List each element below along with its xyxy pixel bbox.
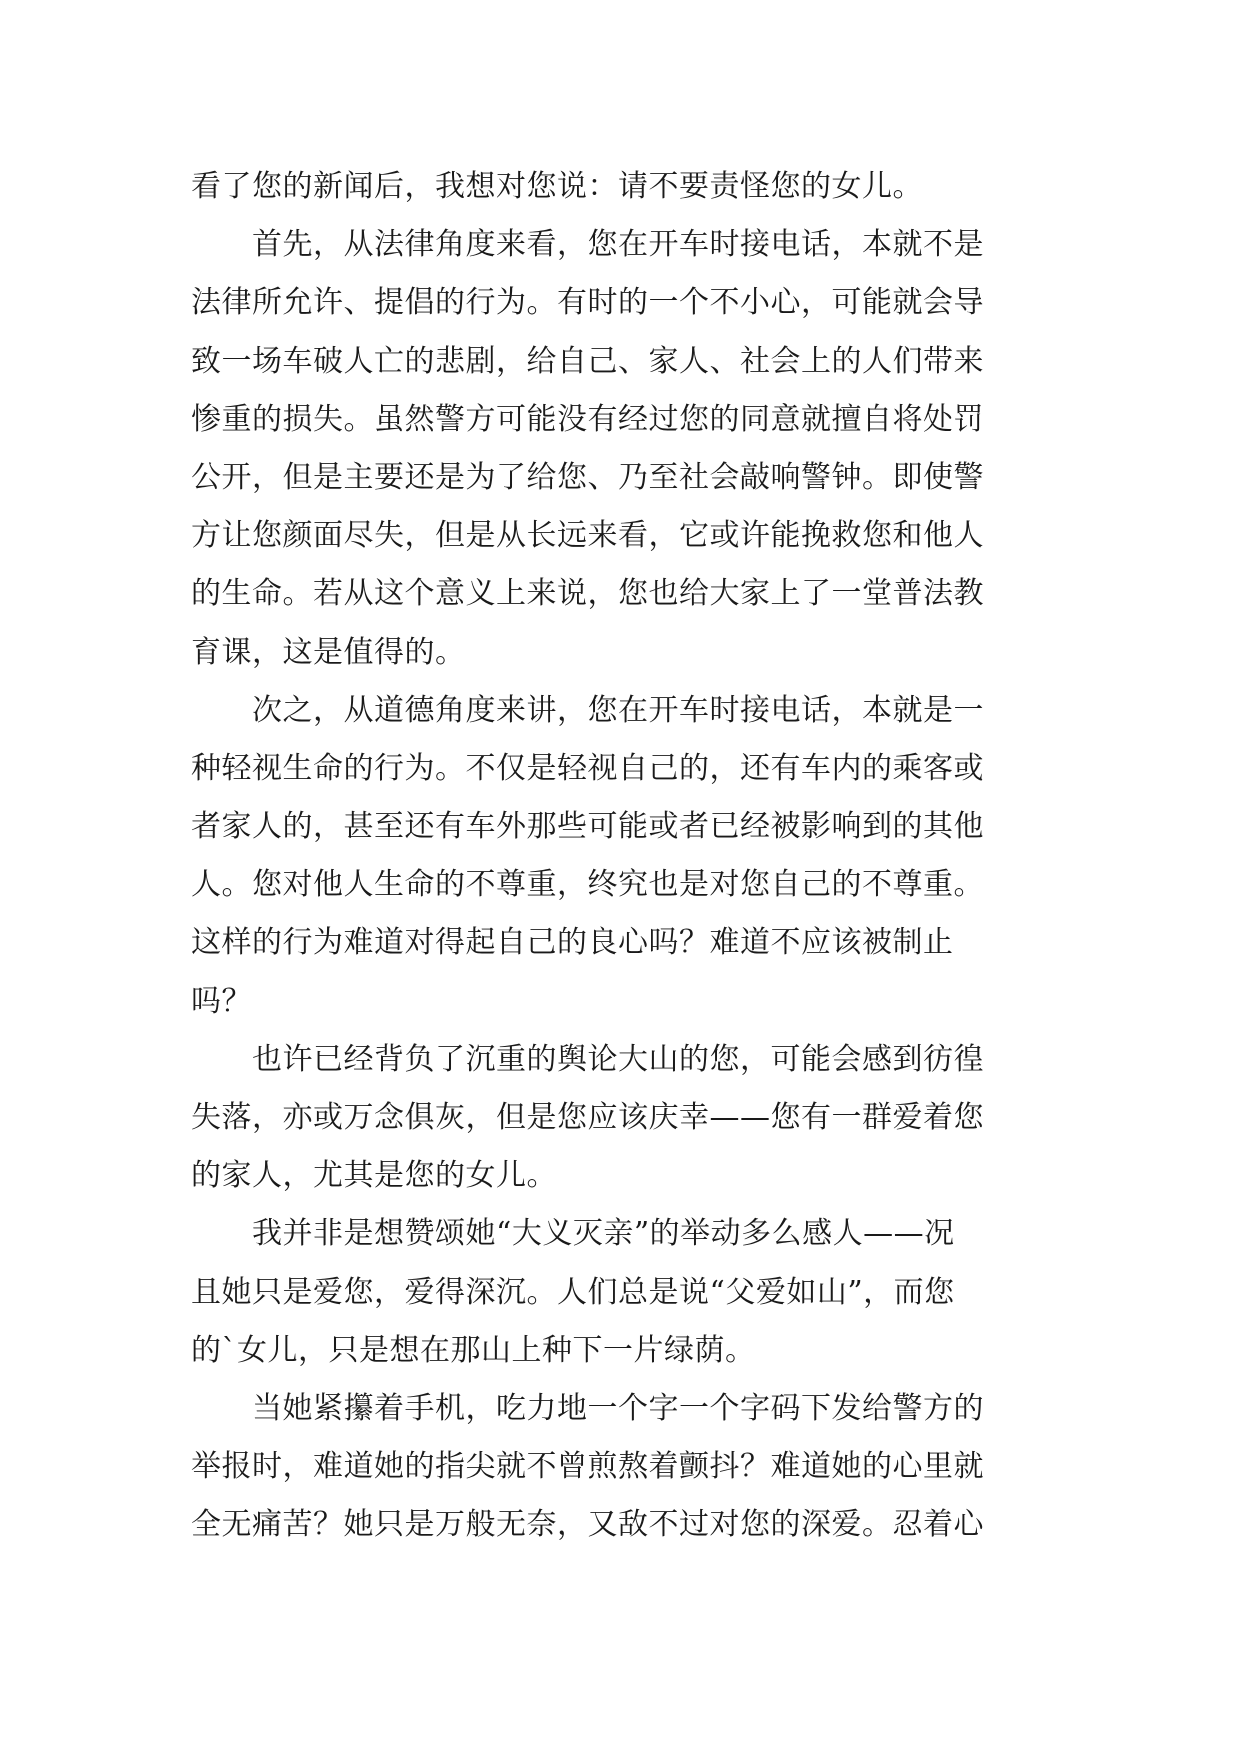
text-line: 我并非是想赞颂她“大义灭亲”的举动多么感人——况	[191, 1216, 955, 1252]
text-line: 全无痛苦？她只是万般无奈，又敌不过对您的深爱。忍着心	[191, 1507, 984, 1543]
text-line: 看了您的新闻后，我想对您说：请不要责怪您的女儿。	[191, 169, 923, 204]
text-line: 的家人，尤其是您的女儿。	[191, 1158, 557, 1194]
text-line: 举报时，难道她的指尖就不曾煎熬着颤抖？难道她的心里就	[191, 1449, 984, 1485]
text-line: 的`女儿，只是想在那山上种下一片绿荫。	[191, 1332, 756, 1368]
text-line: 失落，亦或万念俱灰，但是您应该庆幸——您有一群爱着您	[191, 1100, 984, 1135]
text-line: 者家人的，甚至还有车外那些可能或者已经被影响到的其他	[191, 809, 984, 845]
text-line: 致一场车破人亡的悲剧，给自己、家人、社会上的人们带来	[191, 343, 984, 379]
text-line: 方让您颜面尽失，但是从长远来看，它或许能挽救您和他人	[191, 518, 984, 554]
text-line: 当她紧攥着手机，吃力地一个字一个字码下发给警方的	[191, 1390, 984, 1426]
text-line: 吗？	[191, 983, 252, 1019]
text-line: 育课，这是值得的。	[191, 634, 466, 670]
text-line: 法律所允许、提倡的行为。有时的一个不小心，可能就会导	[191, 285, 984, 321]
text-line: 公开，但是主要还是为了给您、乃至社会敲响警钟。即使警	[191, 459, 984, 495]
text-line: 惨重的损失。虽然警方可能没有经过您的同意就擅自将处罚	[191, 401, 984, 437]
text-line: 这样的行为难道对得起自己的良心吗？难道不应该被制止	[191, 925, 954, 961]
text-line: 种轻视生命的行为。不仅是轻视自己的，还有车内的乘客或	[191, 750, 984, 786]
text-line: 次之，从道德角度来讲，您在开车时接电话，本就是一	[191, 692, 984, 728]
text-line: 人。您对他人生命的不尊重，终究也是对您自己的不尊重。	[191, 867, 984, 903]
text-line: 首先，从法律角度来看，您在开车时接电话，本就不是	[191, 227, 984, 263]
text-line: 的生命。若从这个意义上来说，您也给大家上了一堂普法教	[191, 576, 984, 612]
document-body	[191, 158, 1051, 1555]
text-line: 且她只是爱您，爱得深沉。人们总是说“父爱如山”，而您	[191, 1274, 955, 1310]
text-line: 也许已经背负了沉重的舆论大山的您，可能会感到彷徨	[191, 1041, 984, 1077]
